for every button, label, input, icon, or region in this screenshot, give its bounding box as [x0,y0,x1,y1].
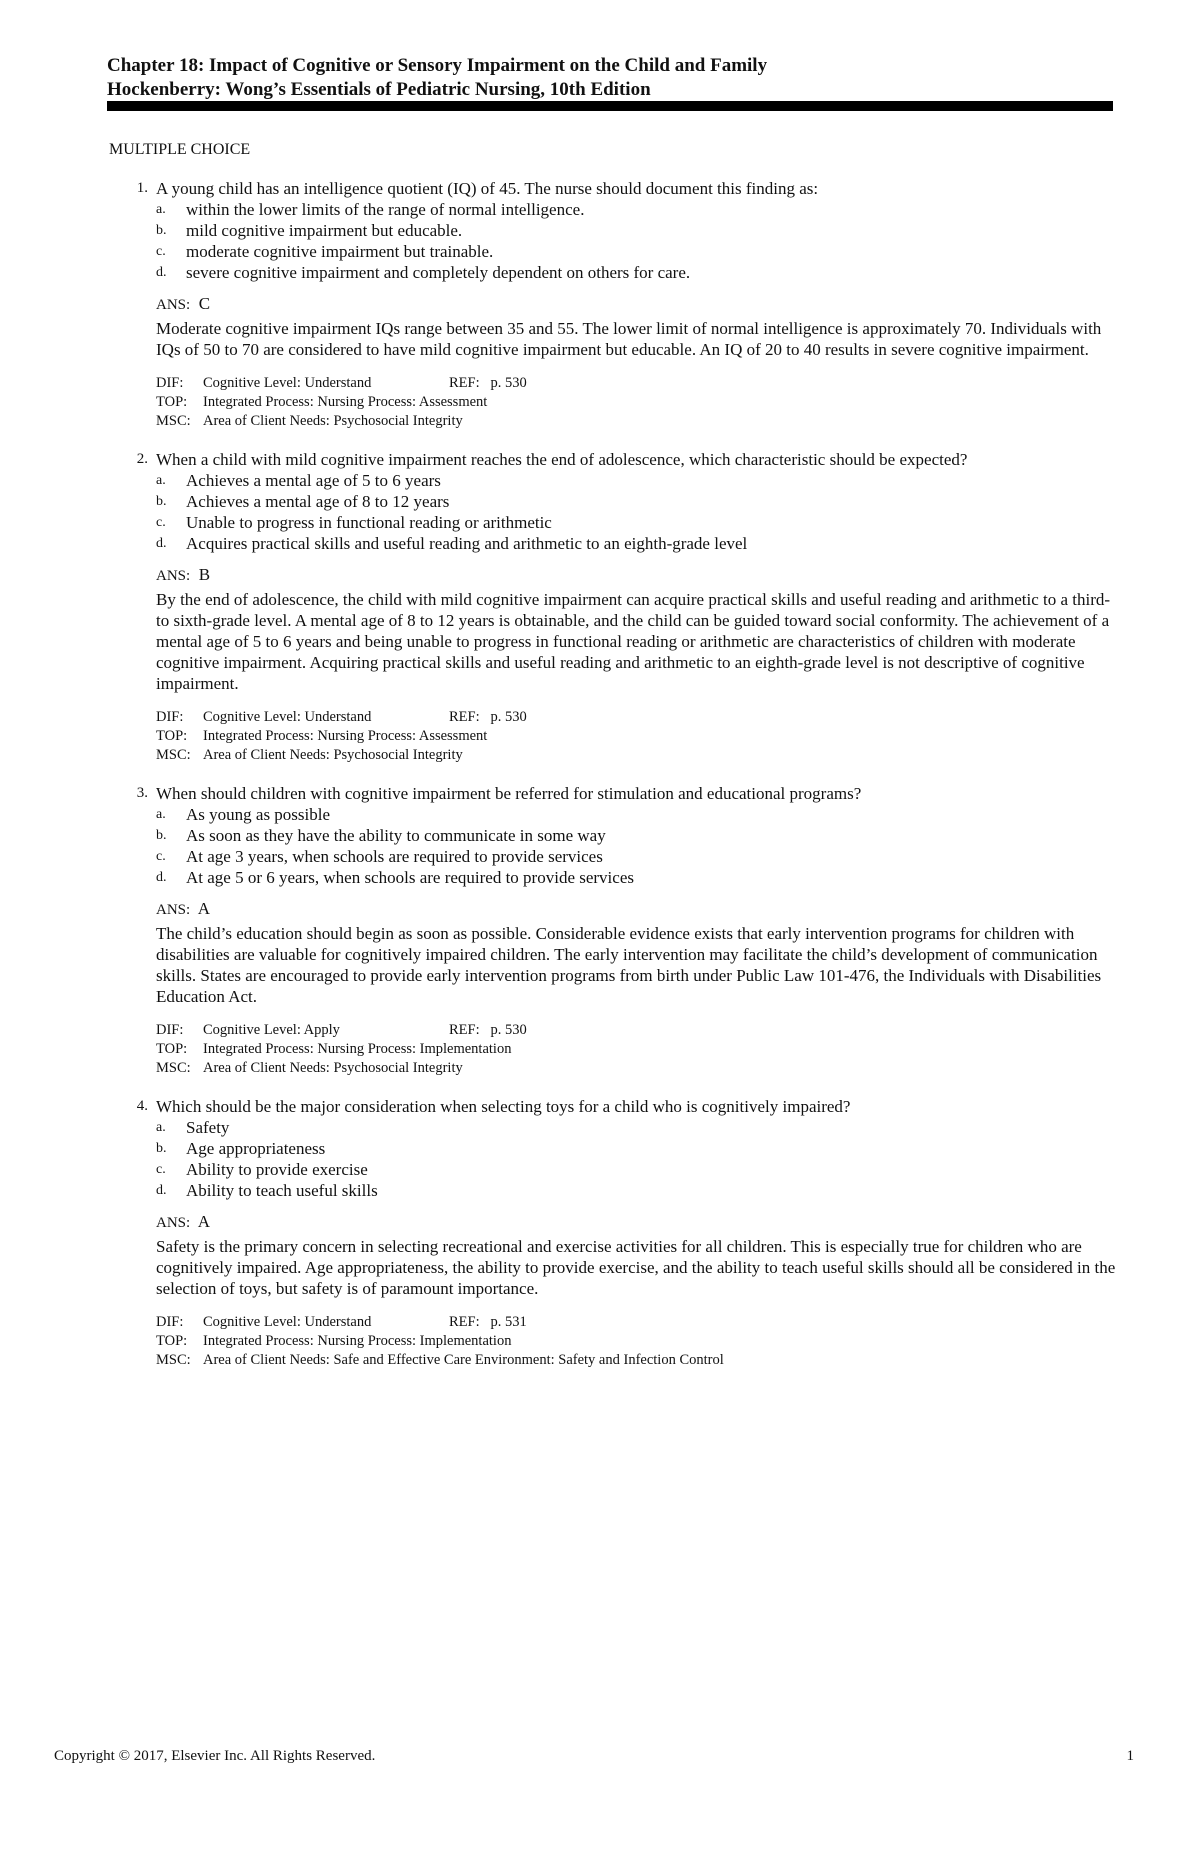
topic: Integrated Process: Nursing Process: Assessment [203,728,488,744]
rationale-text: Safety is the primary concern in selecting recreational and exercise activities for all children. This is especially true for children who are cognitively impaired. Age appropriateness, the ability to provide exercise, and the ability to teach useful skills should all be considered in the selection of toys, but safety is of paramount importance. [156,1237,1116,1298]
question-number: 2. [136,451,148,467]
ref-label: REF: [449,1314,480,1330]
option-c [109,241,1109,262]
question-number: 1. [136,180,148,196]
answer-key: A [197,899,211,918]
topic: Integrated Process: Nursing Process: Implementation [203,1333,512,1349]
option-list [109,804,1109,888]
option-b [109,1138,1109,1159]
answer-label: ANS: [156,902,191,918]
option-letter: c. [156,515,166,530]
top-label: TOP: [156,728,188,744]
option-text: As soon as they have the ability to communicate in some way [186,826,606,845]
metadata-block [156,708,1109,765]
dif-label: DIF: [156,1314,184,1330]
option-text: mild cognitive impairment but educable. [186,221,463,240]
copyright-notice: Copyright © 2017, Elsevier Inc. All Rights Reserved. [54,1748,376,1764]
book-title: Hockenberry: Wong’s Essentials of Pediatric Nursing, 10th Edition [107,79,651,100]
dif-label: DIF: [156,1022,184,1038]
option-letter: b. [156,1141,167,1156]
option-d [109,262,1109,283]
page-reference: p. 530 [490,1022,527,1038]
question-stem [109,449,1109,470]
option-text: within the lower limits of the range of normal intelligence. [186,200,585,219]
question-stem [109,178,1109,199]
topic: Integrated Process: Nursing Process: Assessment [203,394,488,410]
answer-block [156,293,1109,360]
answer-block [156,564,1109,694]
answer-block [156,898,1109,1007]
difficulty: Cognitive Level: Apply [203,1022,340,1038]
difficulty: Cognitive Level: Understand [203,709,372,725]
option-letter: a. [156,473,166,488]
difficulty: Cognitive Level: Understand [203,375,372,391]
option-text: severe cognitive impairment and completely dependent on others for care. [186,263,691,282]
page-reference: p. 531 [490,1314,527,1330]
answer-block [156,1211,1116,1299]
rationale-text: Moderate cognitive impairment IQs range between 35 and 55. The lower limit of normal intelligence is approximately 70. Individuals with IQs of 50 to 70 are considered to have mild cognitive impairment but educable. An IQ of 20 to 40 results in severe cognitive impairment. [156,319,1102,359]
option-text: Acquires practical skills and useful reading and arithmetic to an eighth-grade level [186,534,748,553]
question-3 [109,783,1109,1078]
option-letter: a. [156,807,166,822]
answer-label: ANS: [156,297,191,313]
metadata-block [156,374,1109,431]
question-text: A young child has an intelligence quotient (IQ) of 45. The nurse should document this finding as: [156,179,819,198]
question-1 [109,178,1109,431]
ref-label: REF: [449,375,480,391]
option-a [109,804,1109,825]
ref-label: REF: [449,709,480,725]
answer-key: C [198,294,211,313]
option-text: Ability to teach useful skills [186,1181,378,1200]
option-letter: b. [156,494,167,509]
option-d [109,867,1109,888]
option-text: Achieves a mental age of 8 to 12 years [186,492,450,511]
page-reference: p. 530 [490,375,527,391]
answer-label: ANS: [156,1215,191,1231]
answer-key: B [198,565,211,584]
topic: Integrated Process: Nursing Process: Implementation [203,1041,512,1057]
option-letter: d. [156,870,167,885]
page-header [107,54,1113,102]
option-text: As young as possible [186,805,331,824]
option-letter: c. [156,1162,166,1177]
msc-label: MSC: [156,1060,191,1076]
metadata-block [156,1021,1109,1078]
option-text: Unable to progress in functional reading or arithmetic [186,513,552,532]
option-letter: d. [156,536,167,551]
option-letter: b. [156,223,167,238]
option-a [109,1117,1109,1138]
option-list [109,470,1109,554]
client-needs: Area of Client Needs: Psychosocial Integrity [203,747,463,763]
option-letter: a. [156,1120,166,1135]
dif-label: DIF: [156,709,184,725]
header-rule [107,101,1113,111]
option-letter: c. [156,849,166,864]
question-text: When should children with cognitive impairment be referred for stimulation and educational programs? [156,784,862,803]
option-a [109,199,1109,220]
answer-key: A [197,1212,211,1231]
question-number: 4. [136,1098,148,1114]
question-text: When a child with mild cognitive impairment reaches the end of adolescence, which characteristic should be expected? [156,450,968,469]
client-needs: Area of Client Needs: Psychosocial Integrity [203,413,463,429]
option-text: Safety [186,1118,230,1137]
metadata-block [156,1313,1109,1370]
option-c [109,846,1109,867]
difficulty: Cognitive Level: Understand [203,1314,372,1330]
option-text: At age 5 or 6 years, when schools are required to provide services [186,868,634,887]
option-b [109,825,1109,846]
top-label: TOP: [156,394,188,410]
question-2 [109,449,1109,765]
option-d [109,1180,1109,1201]
option-letter: d. [156,1183,167,1198]
answer-label: ANS: [156,568,191,584]
chapter-title: Chapter 18: Impact of Cognitive or Sensory Impairment on the Child and Family [107,55,768,76]
question-number: 3. [136,785,148,801]
option-b [109,220,1109,241]
question-list [109,178,1116,1388]
dif-label: DIF: [156,375,184,391]
top-label: TOP: [156,1041,188,1057]
option-c [109,1159,1109,1180]
ref-label: REF: [449,1022,480,1038]
msc-label: MSC: [156,413,191,429]
option-text: Achieves a mental age of 5 to 6 years [186,471,441,490]
top-label: TOP: [156,1333,188,1349]
option-text: Ability to provide exercise [186,1160,368,1179]
option-letter: b. [156,828,167,843]
option-list [109,199,1109,283]
question-stem [109,783,1109,804]
question-stem [109,1096,1109,1117]
option-list [109,1117,1109,1201]
page-reference: p. 530 [490,709,527,725]
option-d [109,533,1109,554]
client-needs: Area of Client Needs: Psychosocial Integrity [203,1060,463,1076]
option-c [109,512,1109,533]
rationale-text: By the end of adolescence, the child with mild cognitive impairment can acquire practical skills and useful reading and arithmetic to a third- to sixth-grade level. A mental age of 8 to 12 years is obtainable, and the child can be guided toward social conformity. The achievement of a mental age of 5 to 6 years and being unable to progress in functional reading or arithmetic are characteristics of children with moderate cognitive impairment. Acquiring practical skills and useful reading and arithmetic to an eighth-grade level is not descriptive of cognitive impairment. [156,590,1111,693]
option-b [109,491,1109,512]
option-text: moderate cognitive impairment but trainable. [186,242,494,261]
option-a [109,470,1109,491]
msc-label: MSC: [156,1352,191,1368]
msc-label: MSC: [156,747,191,763]
client-needs: Area of Client Needs: Safe and Effective Care Environment: Safety and Infection Control [203,1352,724,1368]
question-text: Which should be the major consideration when selecting toys for a child who is cognitively impaired? [156,1097,851,1116]
rationale-text: The child’s education should begin as soon as possible. Considerable evidence exists that early intervention programs for children with disabilities are valuable for cognitively impaired children. The early intervention may facilitate the child’s development of communication skills. States are encouraged to provide early intervention programs from birth under Public Law 101-476, the Individuals with Disabilities Education Act. [156,924,1102,1006]
section-title: MULTIPLE CHOICE [109,141,251,158]
option-letter: c. [156,244,166,259]
option-letter: a. [156,202,166,217]
option-text: At age 3 years, when schools are required to provide services [186,847,603,866]
page-number: 1 [1126,1748,1134,1764]
option-letter: d. [156,265,167,280]
option-text: Age appropriateness [186,1139,326,1158]
question-4 [109,1096,1116,1370]
